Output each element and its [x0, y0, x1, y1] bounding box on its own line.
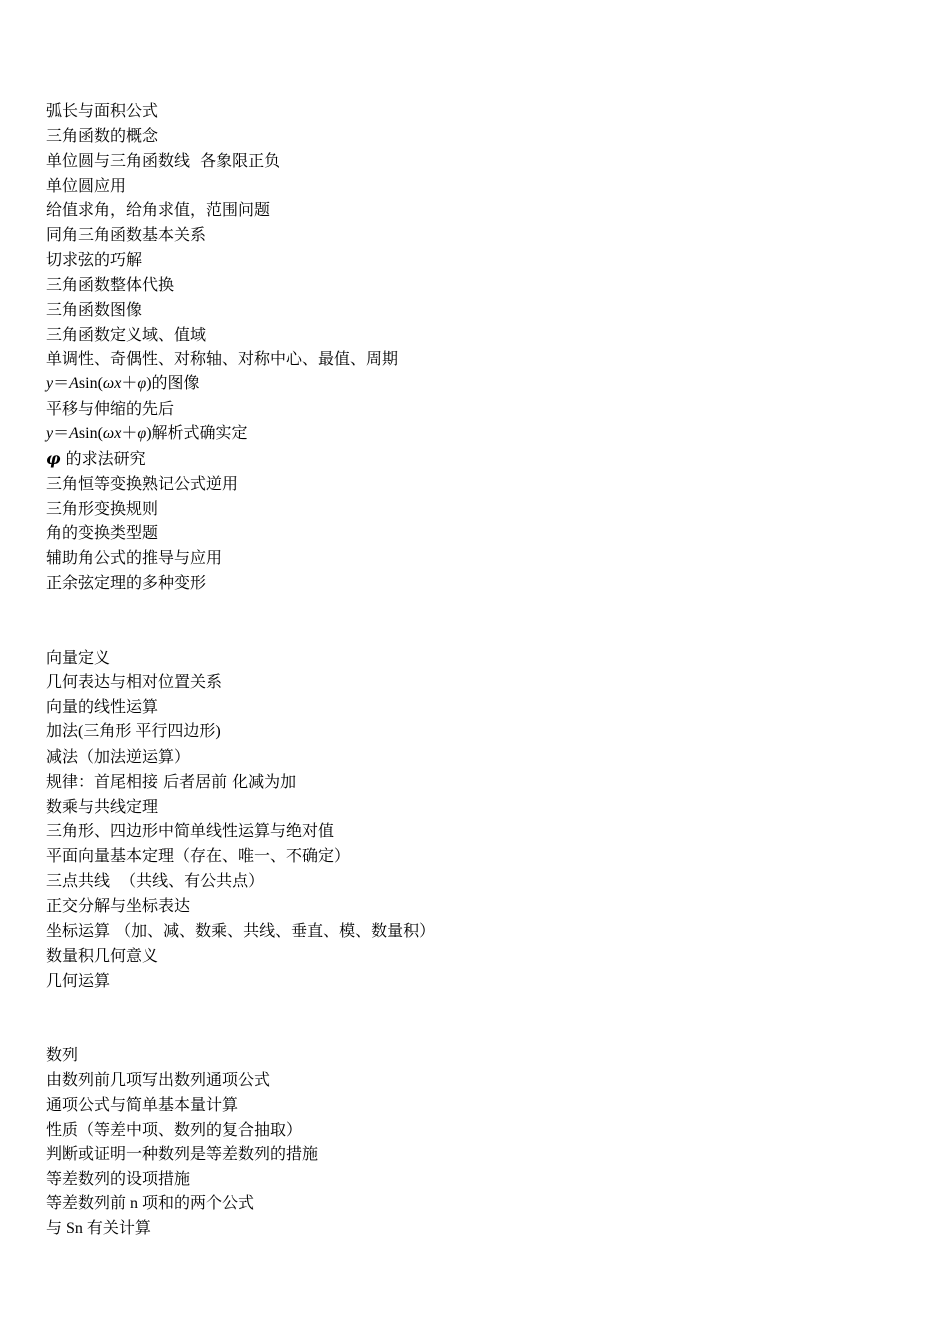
list-item: 正交分解与坐标表达 — [46, 896, 191, 915]
formula-equals: ＝ — [53, 375, 70, 393]
formula-sin: sin( — [78, 424, 103, 442]
list-item: 三角函数图像 — [46, 299, 143, 319]
list-item: 三角函数的概念 — [46, 125, 159, 145]
list-item: 等差数列前 n 项和的两个公式 — [46, 1195, 255, 1213]
formula-suffix: 解析式确实定 — [151, 424, 248, 442]
list-item: 三点共线 （共线、有公共点） — [46, 871, 265, 891]
formula-graph-line — [46, 372, 906, 397]
list-item: 平移与伸缩的先后 — [46, 399, 175, 419]
list-item: 规律：首尾相接 后者居前 化减为加 — [46, 771, 297, 791]
list-item: 由数列前几项写出数列通项公式 — [46, 1069, 271, 1089]
formula-y: y — [46, 424, 54, 442]
list-item: 给值求角，给角求值，范围问题 — [46, 200, 271, 220]
phi-method-text: 的求法研究 — [60, 448, 146, 468]
list-item: 向量定义 — [46, 647, 111, 667]
list-item: 与 Sn 有关计算 — [46, 1219, 151, 1237]
list-item: 性质（等差中项、数列的复合抽取） — [46, 1119, 303, 1139]
list-item: 减法（加法逆运算） — [46, 746, 191, 766]
section-spacer — [46, 596, 906, 646]
list-item: 角的变换类型题 — [46, 523, 159, 543]
list-item: 三角恒等变换熟记公式逆用 — [46, 473, 239, 493]
list-item: 数量积几何意义 — [46, 945, 159, 965]
list-item: 三角函数整体代换 — [46, 274, 175, 294]
formula-close: ) — [146, 424, 152, 442]
formula-suffix: 的图像 — [151, 375, 200, 393]
list-item: 三角形变换规则 — [46, 498, 159, 518]
formula-a: A — [69, 424, 79, 442]
formula-phi: φ — [137, 375, 147, 393]
list-item: 通项公式与简单基本量计算 — [46, 1094, 239, 1114]
list-item: 平面向量基本定理（存在、唯一、不确定） — [46, 846, 351, 866]
list-item: 几何运算 — [46, 970, 111, 990]
list-item: 数列 — [46, 1045, 79, 1065]
list-item: 加法(三角形 平行四边形) — [46, 723, 221, 741]
formula-omega: ω — [102, 424, 115, 442]
list-item: 弧长与面积公式 — [46, 101, 159, 120]
document-page — [46, 99, 906, 1242]
formula-phi: φ — [137, 424, 147, 442]
formula-y: y — [46, 375, 54, 393]
formula-expression-line — [46, 422, 906, 447]
list-item: 单位圆应用 — [46, 175, 127, 195]
list-item: 辅助角公式的推导与应用 — [46, 548, 223, 568]
formula-close: ) — [146, 375, 152, 393]
formula-plus: ＋ — [121, 375, 138, 393]
formula-omega: ω — [102, 375, 115, 393]
formula-plus: ＋ — [121, 424, 138, 442]
list-item: 数乘与共线定理 — [46, 796, 159, 816]
list-item: 正余弦定理的多种变形 — [46, 573, 207, 593]
list-item: 三角函数定义域、值域 — [46, 324, 207, 344]
section-sequences — [46, 1043, 906, 1242]
list-item: 向量的线性运算 — [46, 697, 159, 717]
phi-method-line — [46, 447, 906, 472]
formula-x: x — [114, 424, 122, 442]
formula-x: x — [114, 375, 122, 393]
section-trigonometry — [46, 99, 906, 596]
formula-a: A — [69, 375, 79, 393]
list-item: 几何表达与相对位置关系 — [46, 672, 223, 692]
list-item: 坐标运算 （加、减、数乘、共线、垂直、模、数量积） — [46, 920, 436, 940]
section-vectors — [46, 646, 906, 994]
list-item: 三角形、四边形中简单线性运算与绝对值 — [46, 821, 335, 841]
formula-equals: ＝ — [53, 424, 70, 442]
formula-sin: sin( — [78, 375, 103, 393]
list-item: 等差数列的设项措施 — [46, 1169, 191, 1189]
section-spacer — [46, 993, 906, 1043]
list-item: 切求弦的巧解 — [46, 250, 143, 270]
list-item: 同角三角函数基本关系 — [46, 225, 207, 245]
phi-symbol: φ — [46, 448, 61, 468]
list-item: 判断或证明一种数列是等差数列的措施 — [46, 1144, 319, 1164]
list-item: 单调性、奇偶性、对称轴、对称中心、最值、周期 — [46, 349, 399, 369]
list-item: 单位圆与三角函数线 各象限正负 — [46, 150, 281, 170]
